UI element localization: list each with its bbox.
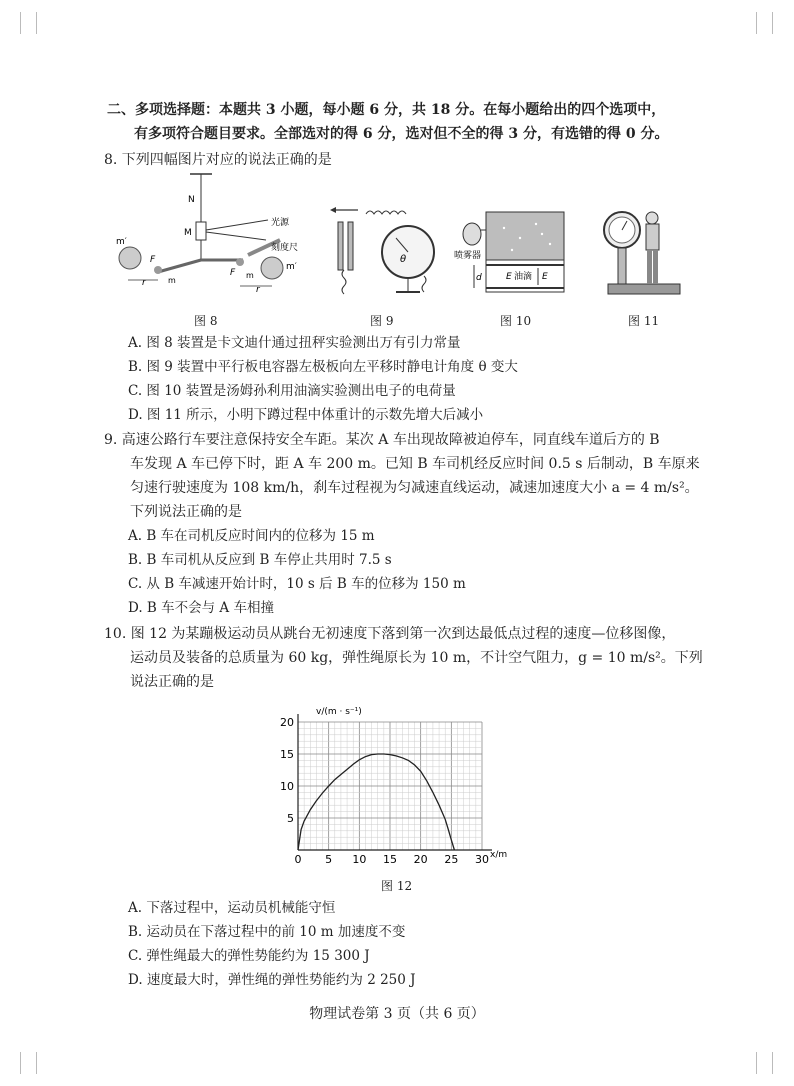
crop-mark (36, 12, 37, 34)
section-heading-line1: 二、多项选择题：本题共 3 小题，每小题 6 分，共 18 分。在每小题给出的四个选项中， (107, 102, 666, 118)
q9-stem-line3: 匀速行驶速度为 108 km/h，刹车过程视为匀减速直线运动，减速加速度大小 a = 4 m/s²。 (130, 480, 699, 496)
chart-x-tick-label: 10 (352, 853, 367, 866)
fig9-label-theta: θ (400, 254, 407, 265)
crop-mark (756, 1052, 757, 1074)
q9-option-c: C. 从 B 车减速开始计时，10 s 后 B 车的位移为 150 m (128, 576, 466, 592)
fig10-label-oil: 油滴 (514, 272, 533, 282)
q10-option-a: A. 下落过程中，运动员机械能守恒 (128, 900, 336, 916)
chart-x-tick-label: 15 (383, 853, 397, 866)
chart-series-line (298, 754, 454, 850)
figure-11-weighing-scale (594, 204, 689, 302)
crop-mark (20, 1052, 21, 1074)
fig8-label-m4: m (246, 271, 254, 280)
fig8-label-M: M (184, 228, 192, 238)
fig8-label-F1: F (150, 255, 156, 265)
figure-10-caption: 图 10 (500, 314, 532, 328)
figure-12-velocity-displacement-chart (278, 700, 528, 868)
figure-10-oil-drop (454, 208, 569, 298)
fig8-label-F2: F (230, 268, 236, 278)
fig8-label-r1: r (142, 278, 146, 288)
chart-y-tick-label: 10 (280, 780, 294, 793)
q10-option-d: D. 速度最大时，弹性绳的弹性势能约为 2 250 J (128, 972, 416, 988)
q8-option-a: A. 图 8 装置是卡文迪什通过扭秤实验测出万有引力常量 (128, 335, 461, 351)
q8-stem: 8. 下列四幅图片对应的说法正确的是 (104, 152, 332, 168)
crop-mark (20, 12, 21, 34)
fig8-label-N: N (188, 195, 195, 205)
q9-option-b: B. B 车司机从反应到 B 车停止共用时 7.5 s (128, 552, 392, 568)
q9-stem-line4: 下列说法正确的是 (130, 504, 242, 520)
q10-stem-line3: 说法正确的是 (130, 674, 214, 690)
page-footer: 物理试卷第 3 页（共 6 页） (309, 1006, 485, 1022)
figure-11-caption: 图 11 (628, 314, 660, 328)
figure-9-electrometer (326, 200, 436, 300)
chart-y-tick-label: 20 (280, 716, 294, 729)
fig8-label-light: 光源 (271, 218, 290, 228)
q9-option-a: A. B 车在司机反应时间内的位移为 15 m (128, 528, 375, 544)
q10-option-b: B. 运动员在下落过程中的前 10 m 加速度不变 (128, 924, 406, 940)
q10-option-c: C. 弹性绳最大的弹性势能约为 15 300 J (128, 948, 370, 964)
q9-option-d: D. B 车不会与 A 车相撞 (128, 600, 274, 616)
fig10-label-E2: E (542, 272, 548, 282)
fig8-label-scale: 刻度尺 (271, 243, 299, 253)
q9-stem-line1: 9. 高速公路行车要注意保持安全车距。某次 A 车出现故障被迫停车，同直线车道后方的 B (104, 432, 660, 448)
chart-x-tick-label: 30 (475, 853, 489, 866)
q8-option-c: C. 图 10 装置是汤姆孙利用油滴实验测出电子的电荷量 (128, 383, 456, 399)
fig10-label-d: d (476, 273, 482, 283)
q8-option-d: D. 图 11 所示，小明下蹲过程中体重计的示数先增大后减小 (128, 407, 484, 423)
chart-x-tick-label: 20 (413, 853, 428, 866)
fig8-label-m3: m (168, 276, 176, 285)
chart-x-tick-label: 25 (444, 853, 459, 866)
fig8-label-r2: r (256, 285, 260, 295)
chart-x-tick-label: 5 (325, 853, 333, 866)
chart-y-tick-label: 15 (280, 748, 294, 761)
fig8-label-m1: m′ (116, 237, 127, 247)
figure-8-torsion-balance (108, 170, 313, 305)
crop-mark (772, 1052, 773, 1074)
chart-y-axis-label: v/(m · s⁻¹) (316, 707, 362, 717)
crop-mark (772, 12, 773, 34)
chart-x-axis-label: x/m (490, 850, 508, 860)
section-heading-line2: 有多项符合题目要求。全部选对的得 6 分，选对但不全的得 3 分，有选错的得 0 分。 (134, 126, 669, 142)
q8-option-b: B. 图 9 装置中平行板电容器左极板向左平移时静电计角度 θ 变大 (128, 359, 518, 375)
chart-y-tick-label: 5 (287, 812, 294, 825)
q10-stem-line1: 10. 图 12 为某蹦极运动员从跳台无初速度下落到第一次到达最低点过程的速度—位移图像， (104, 626, 676, 642)
chart-x-tick-label: 0 (294, 853, 302, 866)
crop-mark (36, 1052, 37, 1074)
figure-12-caption: 图 12 (381, 879, 413, 893)
crop-mark (756, 12, 757, 34)
fig10-label-E1: E (506, 272, 512, 282)
figure-8-caption: 图 8 (194, 314, 218, 328)
q10-stem-line2: 运动员及装备的总质量为 60 kg，弹性绳原长为 10 m，不计空气阻力，g = 10 m/s²。下列 (130, 650, 703, 666)
q9-stem-line2: 车发现 A 车已停下时，距 A 车 200 m。已知 B 车司机经反应时间 0.5 s 后制动，B 车原来 (130, 456, 700, 472)
fig8-label-m2: m′ (286, 262, 297, 272)
fig10-label-sprayer-text: 喷雾器 (454, 251, 482, 261)
figure-9-caption: 图 9 (370, 314, 394, 328)
